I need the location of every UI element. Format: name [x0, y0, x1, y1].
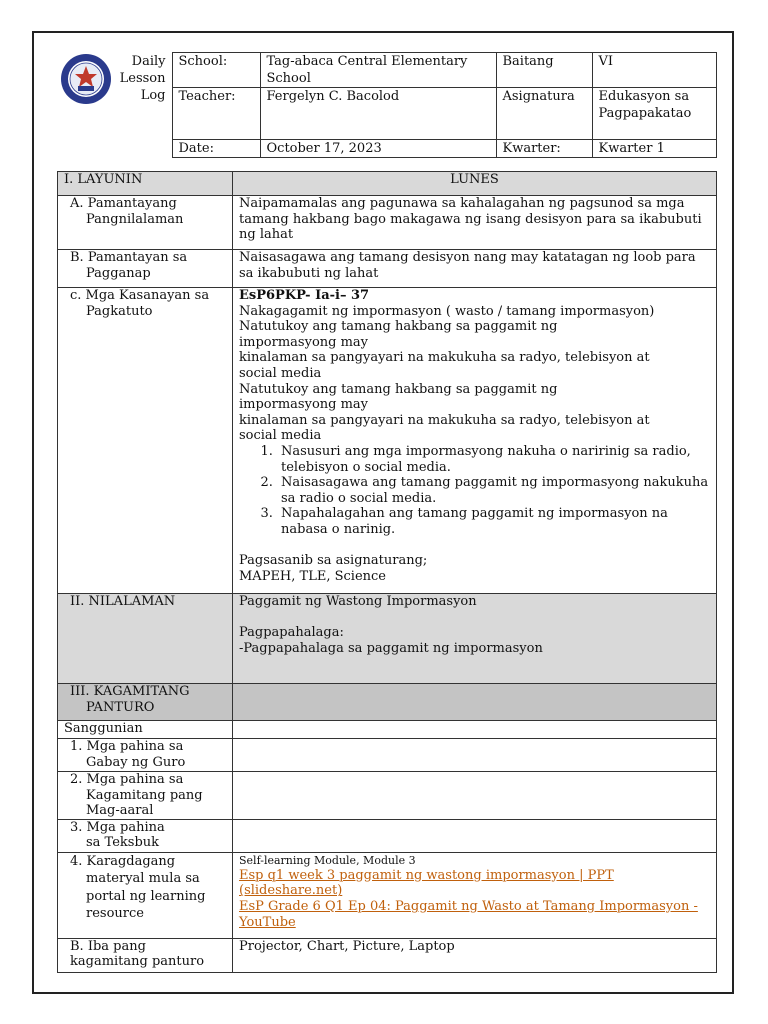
sanggunian-label: Sanggunian: [58, 721, 233, 739]
objectives-list: [239, 444, 710, 538]
ref-4-label: 4. Karagdagang materyal mula sa portal ng learning resource: [58, 852, 233, 938]
competency-line-2b: impormasyong may: [239, 334, 369, 350]
row-c-value: [233, 288, 717, 594]
row-b-label: B. Pamantayan sa Pagganap: [58, 250, 233, 288]
subject-label: Asignatura: [496, 88, 592, 140]
grade-value: VI: [592, 53, 716, 88]
nilalaman-value: [233, 594, 717, 684]
competency-code: EsP6PKP- Ia-i– 37: [239, 288, 370, 303]
competency-line-3a: Natutukoy ang tamang hakbang sa paggamit ng: [239, 381, 558, 397]
objective-item: 2. Naisasagawa ang tamang paggamit ng impormasyong nakukuha sa radio o social media.: [277, 475, 710, 506]
objective-item: 3. Napahalagahan ang tamang paggamit ng impormasyon na nabasa o narinig.: [277, 506, 710, 537]
pagpapahalaga-value: -Pagpapahalaga sa paggamit ng impormasyon: [239, 640, 543, 656]
dll-line-2: Lesson: [119, 70, 166, 86]
other-materials-label: B. Iba pang kagamitang panturo: [58, 938, 233, 972]
competency-line-2a: Natutukoy ang tamang hakbang sa paggamit ng: [239, 319, 558, 335]
teacher-label: Teacher:: [172, 88, 260, 140]
ref-2-value: [233, 772, 717, 820]
slm-module: Self-learning Module, Module 3: [239, 853, 416, 867]
other-materials-value: Projector, Chart, Picture, Laptop: [233, 938, 717, 972]
objective-item: 1. Nasusuri ang mga impormasyong nakuha o naririnig sa radio, telebisyon o social media.: [277, 444, 710, 475]
dll-line-3: Log: [140, 87, 166, 103]
quarter-value: Kwarter 1: [592, 140, 716, 158]
slideshare-link[interactable]: Esp q1 week 3 paggamit ng wastong impormasyon | PPT (slideshare.net): [239, 867, 614, 899]
kagamitan-value: [233, 684, 717, 721]
nilalaman-label: II. NILALAMAN: [58, 594, 233, 684]
school-label: School:: [172, 53, 260, 88]
deped-seal-icon: [60, 53, 112, 105]
ref-4-value: [233, 852, 717, 938]
competency-line-2c: kinalaman sa pangyayari na makukuha sa radyo, telebisyon at: [239, 350, 650, 366]
dll-line-1: Daily: [131, 53, 166, 69]
row-a-label: A. Pamantayang Pangnilalaman: [58, 196, 233, 250]
row-b-value: Naisasagawa ang tamang desisyon nang may katatagan ng loob para sa ikabubuti ng lahat: [233, 250, 717, 288]
quarter-label: Kwarter:: [496, 140, 592, 158]
youtube-link[interactable]: EsP Grade 6 Q1 Ep 04: Paggamit ng Wasto at Tamang Impormasyon - YouTube: [239, 898, 698, 930]
competency-line-3c: kinalaman sa pangyayari na makukuha sa radyo, telebisyon at: [239, 412, 650, 428]
ref-3-value: [233, 819, 717, 852]
competency-line-2d: social media: [239, 365, 322, 381]
competency-line-3d: social media: [239, 428, 322, 444]
kagamitan-label: III. KAGAMITANG PANTURO: [58, 684, 233, 721]
teacher-value: Fergelyn C. Bacolod: [260, 88, 496, 140]
pagpapahalaga-label: Pagpapahalaga:: [239, 625, 344, 641]
date-value: October 17, 2023: [260, 140, 496, 158]
ref-1-label: 1. Mga pahina sa Gabay ng Guro: [58, 739, 233, 772]
sanggunian-value: [233, 721, 717, 739]
date-label: Date:: [172, 140, 260, 158]
competency-line-3b: impormasyong may: [239, 397, 369, 413]
competency-line-1: Nakagagamit ng impormasyon ( wasto / tamang impormasyon): [239, 303, 655, 319]
school-value: Tag-abaca Central Elementary School: [260, 53, 496, 88]
subject-value: Edukasyon sa Pagpapakatao: [592, 88, 716, 140]
row-a-value: Naipamamalas ang pagunawa sa kahalagahan ng pagsunod sa mga tamang hakbang bago makagawa ng isang desisyon para sa ikabubuti ng lahat: [233, 196, 717, 250]
ref-1-value: [233, 739, 717, 772]
logo-cell: [57, 53, 172, 158]
row-c-label: c. Mga Kasanayan sa Pagkatuto: [58, 288, 233, 594]
integration-line-1: Pagsasanib sa asignaturang;: [239, 553, 428, 569]
grade-label: Baitang: [496, 53, 592, 88]
nilalaman-topic: Paggamit ng Wastong Impormasyon: [239, 594, 477, 609]
ref-3-label: 3. Mga pahina sa Teksbuk: [58, 819, 233, 852]
lunes-header: LUNES: [233, 172, 717, 196]
lesson-table: [57, 171, 717, 973]
ref-2-label: 2. Mga pahina sa Kagamitang pang Mag-aaral: [58, 772, 233, 820]
layunin-header: I. LAYUNIN: [58, 172, 233, 196]
header-table: [57, 52, 717, 158]
integration-line-2: MAPEH, TLE, Science: [239, 568, 386, 584]
